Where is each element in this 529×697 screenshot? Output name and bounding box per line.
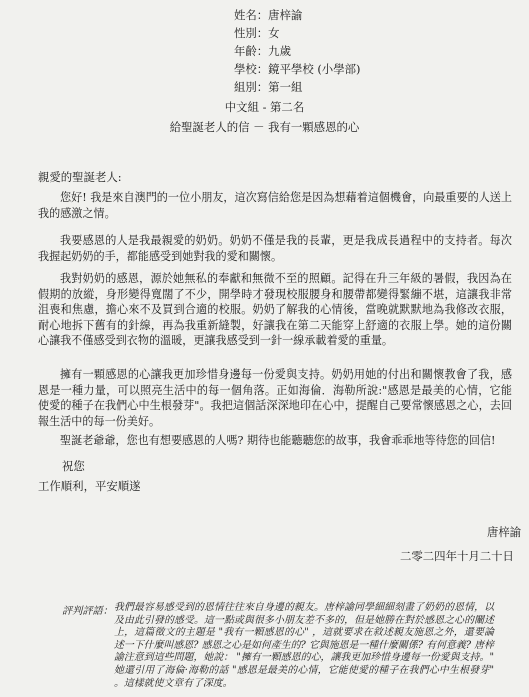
blessing: 祝您 xyxy=(62,459,85,473)
letter-title: 給聖誕老人的信 － 我有一顆感恩的心 xyxy=(169,120,360,134)
wish: 工作順利，平安順遂 xyxy=(38,479,141,493)
student-info xyxy=(234,6,360,96)
judge-comment: 我們最容易感受到的恩情往往來自身邊的親友。唐梓諭同學細細刻畫了奶奶的恩情，以及由此引發的感受。這一點或與很多小朋友差不多的，但是她勝在對於感恩之心的闡述上，這篇徵文的主題是 "我有一顆感恩的心" ，這就要求在敘述親友施恩之外，還要論述一下什麼叫感恩? 感恩之心是如何產生的? 它與施恩是一種什麼關係? 有何意義? 唐梓諭注意到這些問題，她說： "擁有一顆感恩的心，讓我更加珍惜身邊每一份愛與支持。" 她還引用了海倫·海勒的話 "感恩是最美的心情，它能使愛的種子在我們心中生根發芽" 。這樣就使文章有了深度。 xyxy=(114,602,494,689)
judge-comment-label: 評判評語： xyxy=(62,606,113,617)
info-name: 姓名：唐梓諭 xyxy=(234,8,303,22)
paragraph-5: 聖誕老爺爺，您也有想要感恩的人嗎? 期待也能聽聽您的故事，我會乖乖地等待您的回信! xyxy=(60,434,496,447)
paragraph-4: 擁有一顆感恩的心讓我更加珍惜身邊每一份愛與支持。奶奶用她的付出和關懷教會了我，感恩是一種力量，可以照亮生活中的每一個角落。正如海倫．海勒所說:"感恩是最美的心情，它能使愛的種子在我們心中生根發芽"。我把這個話深深地印在心中，提醒自己要常懷感恩之心，去回報生活中的每一份美好。 xyxy=(38,368,512,428)
award-heading: 中文組 - 第二名 xyxy=(224,100,305,114)
info-school: 學校：鏡平學校 (小學部) xyxy=(234,62,361,76)
salutation: 親愛的聖誕老人: xyxy=(38,170,122,184)
signature-name: 唐梓諭 xyxy=(487,525,522,539)
paragraph-1: 您好! 我是來自澳門的一位小朋友，這次寫信給您是因為想藉着這個機會，向最重要的人送上我的感激之情。 xyxy=(38,191,512,220)
info-age: 年齡：九歲 xyxy=(234,44,291,58)
info-group: 組別：第一組 xyxy=(234,80,303,94)
letter-date: 二零二四年十月二十日 xyxy=(400,549,514,563)
paragraph-3: 我對奶奶的感恩，源於她無私的奉獻和無微不至的照顧。記得在升三年級的暑假，我因為在假期的放縱，身形變得寬闊了不少，開學時才發現校服腰身和腰帶都變得緊繃不堪，這讓我非常沮喪和焦慮，擔心來不及買到合適的校服。奶奶了解我的心情後，當晚就默默地為我修改衣服，耐心地拆下舊有的針線，再為我重新縫製，好讓我在第二天能穿上舒適的衣服上學。她的這份關心讓我不僅感受到衣物的溫暖，更讓我感受到一針一線承載着愛的重量。 xyxy=(38,272,512,347)
info-gender: 性別：女 xyxy=(234,26,280,40)
paragraph-2: 我要感恩的人是我最親愛的奶奶。奶奶不僅是我的長輩，更是我成長過程中的支持者。每次我握起奶奶的手，都能感受到她對我的愛和關懷。 xyxy=(38,234,512,263)
